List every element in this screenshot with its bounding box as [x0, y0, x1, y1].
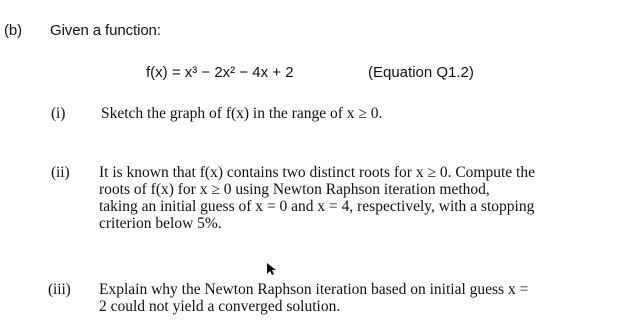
mouse-cursor-icon [266, 262, 276, 276]
part-label: (b) [4, 22, 23, 39]
item-text-i [101, 105, 601, 122]
item-ii-line: It is known that f(x) contains two distinct roots for x ≥ 0. Compute the [99, 164, 535, 181]
item-iii-line: 2 could not yield a converged solution. [99, 298, 341, 315]
item-i-line: Sketch the graph of f(x) in the range of x ≥ 0. [101, 105, 383, 122]
item-label-iii: (iii) [48, 281, 71, 298]
item-label-ii: (ii) [51, 164, 70, 181]
item-label-i: (i) [51, 105, 66, 122]
item-text-iii [99, 281, 599, 315]
item-text-ii [99, 164, 589, 232]
intro-text: Given a function: [50, 22, 161, 39]
item-ii-line: criterion below 5%. [99, 215, 222, 232]
equation-tag: (Equation Q1.2) [368, 64, 474, 81]
item-ii-line: taking an initial guess of x = 0 and x = 4, respectively, with a stopping [99, 198, 535, 215]
item-ii-line: roots of f(x) for x ≥ 0 using Newton Raphson iteration method, [99, 181, 490, 198]
item-iii-line: Explain why the Newton Raphson iteration based on initial guess x = [99, 281, 529, 298]
equation-expression: f(x) = x³ − 2x² − 4x + 2 [146, 64, 294, 81]
